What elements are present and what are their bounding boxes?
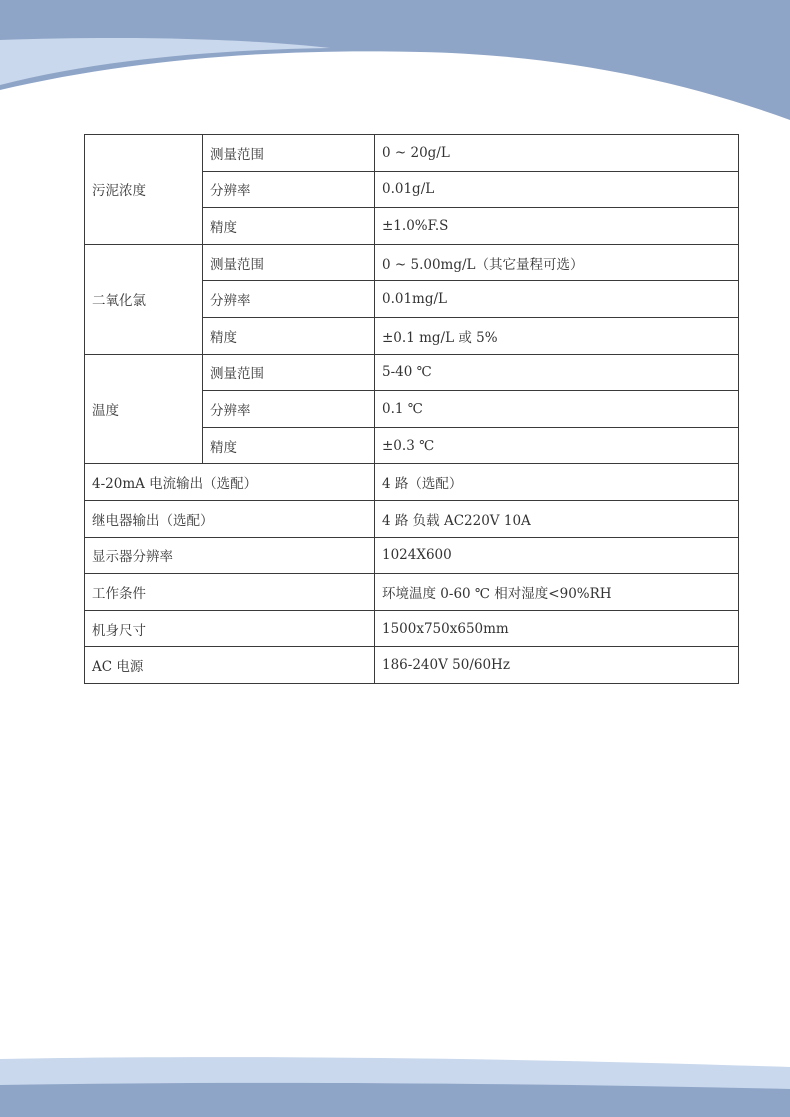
table-row	[85, 464, 739, 501]
param-value: 0 ~ 20g/L	[375, 135, 739, 172]
group-label: 二氧化氯	[85, 244, 203, 354]
spec-label: 工作条件	[85, 574, 375, 611]
spec-label: 继电器输出（选配）	[85, 500, 375, 537]
spec-label: 机身尺寸	[85, 610, 375, 647]
group-label: 污泥浓度	[85, 135, 203, 245]
param-value: ±0.3 ℃	[375, 427, 739, 464]
param-value: ±1.0%F.S	[375, 208, 739, 245]
spec-value: 1500x750x650mm	[375, 610, 739, 647]
spec-value: 1024X600	[375, 537, 739, 574]
table-row	[85, 135, 739, 172]
table-row	[85, 537, 739, 574]
param-value: ±0.1 mg/L 或 5%	[375, 317, 739, 354]
bottom-wave-dark	[0, 1083, 790, 1117]
param-label: 分辨率	[203, 171, 375, 208]
spec-value: 4 路 负载 AC220V 10A	[375, 500, 739, 537]
bottom-wave-decoration	[0, 1037, 790, 1117]
param-label: 测量范围	[203, 135, 375, 172]
param-value: 0.1 ℃	[375, 391, 739, 428]
param-value: 0.01g/L	[375, 171, 739, 208]
spec-value: 环境温度 0-60 ℃ 相对湿度<90%RH	[375, 574, 739, 611]
param-value: 0 ~ 5.00mg/L（其它量程可选）	[375, 244, 739, 281]
param-label: 精度	[203, 208, 375, 245]
table-row	[85, 610, 739, 647]
table-row	[85, 500, 739, 537]
spec-label: 显示器分辨率	[85, 537, 375, 574]
param-label: 测量范围	[203, 244, 375, 281]
spec-label: 4-20mA 电流输出（选配）	[85, 464, 375, 501]
group-label: 温度	[85, 354, 203, 464]
param-label: 分辨率	[203, 391, 375, 428]
param-label: 测量范围	[203, 354, 375, 391]
param-label: 分辨率	[203, 281, 375, 318]
table-row	[85, 244, 739, 281]
spec-table	[84, 134, 739, 684]
table-row	[85, 354, 739, 391]
top-wave-decoration	[0, 0, 790, 130]
table-row	[85, 574, 739, 611]
table-row	[85, 647, 739, 684]
spec-label: AC 电源	[85, 647, 375, 684]
param-label: 精度	[203, 427, 375, 464]
param-value: 0.01mg/L	[375, 281, 739, 318]
spec-value: 186-240V 50/60Hz	[375, 647, 739, 684]
param-value: 5-40 ℃	[375, 354, 739, 391]
spec-value: 4 路（选配）	[375, 464, 739, 501]
param-label: 精度	[203, 317, 375, 354]
